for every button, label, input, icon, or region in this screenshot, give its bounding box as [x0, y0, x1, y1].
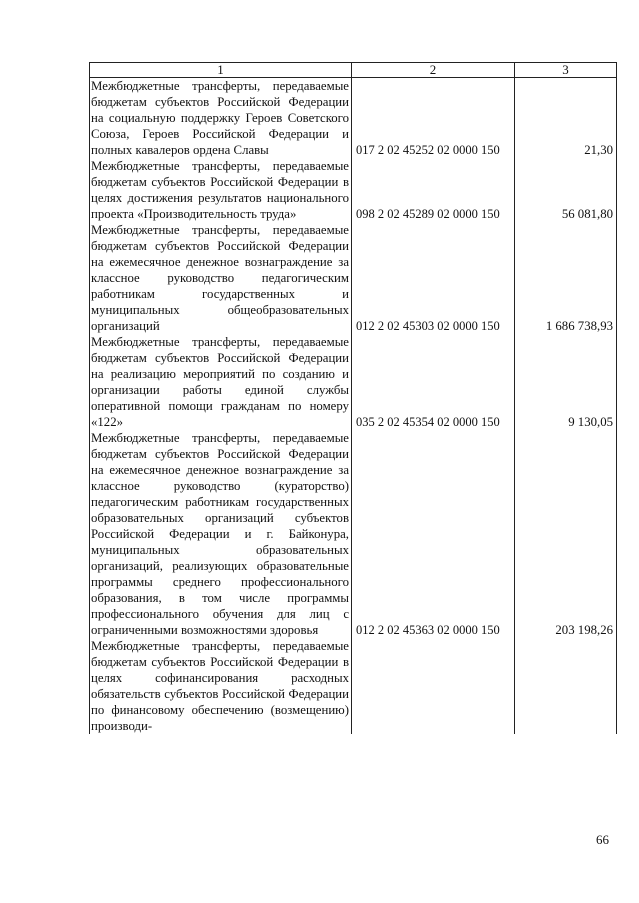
table-row	[90, 430, 617, 638]
row-amount: 56 081,80	[515, 158, 617, 222]
row-name: Межбюджетные трансферты, передаваемые бюджетам субъектов Российской Федерации на ежемесячное денежное вознаграждение за классное руководство педагогическим работникам государственных и муниципальных общеобразовательных организаций	[90, 222, 352, 334]
table-row	[90, 158, 617, 222]
table-row	[90, 334, 617, 430]
header-row	[90, 63, 617, 78]
row-name: Межбюджетные трансферты, передаваемые бюджетам субъектов Российской Федерации в целях софинансирования расходных обязательств субъектов Российской Федерации по финансовому обеспечению (возмещению) производи-	[90, 638, 352, 734]
row-name: Межбюджетные трансферты, передаваемые бюджетам субъектов Российской Федерации в целях достижения результатов национального проекта «Производительность труда»	[90, 158, 352, 222]
row-code: 012 2 02 45363 02 0000 150	[352, 430, 515, 638]
row-code	[352, 638, 515, 734]
row-amount: 9 130,05	[515, 334, 617, 430]
page-number: 66	[596, 832, 609, 847]
row-code: 035 2 02 45354 02 0000 150	[352, 334, 515, 430]
table-row	[90, 638, 617, 734]
table-row	[90, 78, 617, 159]
row-code: 017 2 02 45252 02 0000 150	[352, 78, 515, 159]
row-amount: 203 198,26	[515, 430, 617, 638]
row-amount: 21,30	[515, 78, 617, 159]
row-code: 098 2 02 45289 02 0000 150	[352, 158, 515, 222]
header-col-3: 3	[515, 63, 617, 78]
row-name: Межбюджетные трансферты, передаваемые бюджетам субъектов Российской Федерации на ежемесячное денежное вознаграждение за классное руководство (кураторство) педагогическим работникам государственных образовательных организаций субъектов Российской Федерации и г. Байконура, муниципальных образовательных организаций, реализующих образовательные программы среднего профессионального образования, в том числе программы профессионального обучения для лиц с ограниченными возможностями здоровья	[90, 430, 352, 638]
row-amount: 1 686 738,93	[515, 222, 617, 334]
row-amount	[515, 638, 617, 734]
row-name: Межбюджетные трансферты, передаваемые бюджетам субъектов Российской Федерации на реализацию мероприятий по созданию и организации работы единой службы оперативной помощи гражданам по номеру «122»	[90, 334, 352, 430]
row-code: 012 2 02 45303 02 0000 150	[352, 222, 515, 334]
table-row	[90, 222, 617, 334]
transfers-table	[89, 62, 617, 734]
header-col-1: 1	[90, 63, 352, 78]
header-col-2: 2	[352, 63, 515, 78]
row-name: Межбюджетные трансферты, передаваемые бюджетам субъектов Российской Федерации на социальную поддержку Героев Советского Союза, Героев Российской Федерации и полных кавалеров ордена Славы	[90, 78, 352, 159]
